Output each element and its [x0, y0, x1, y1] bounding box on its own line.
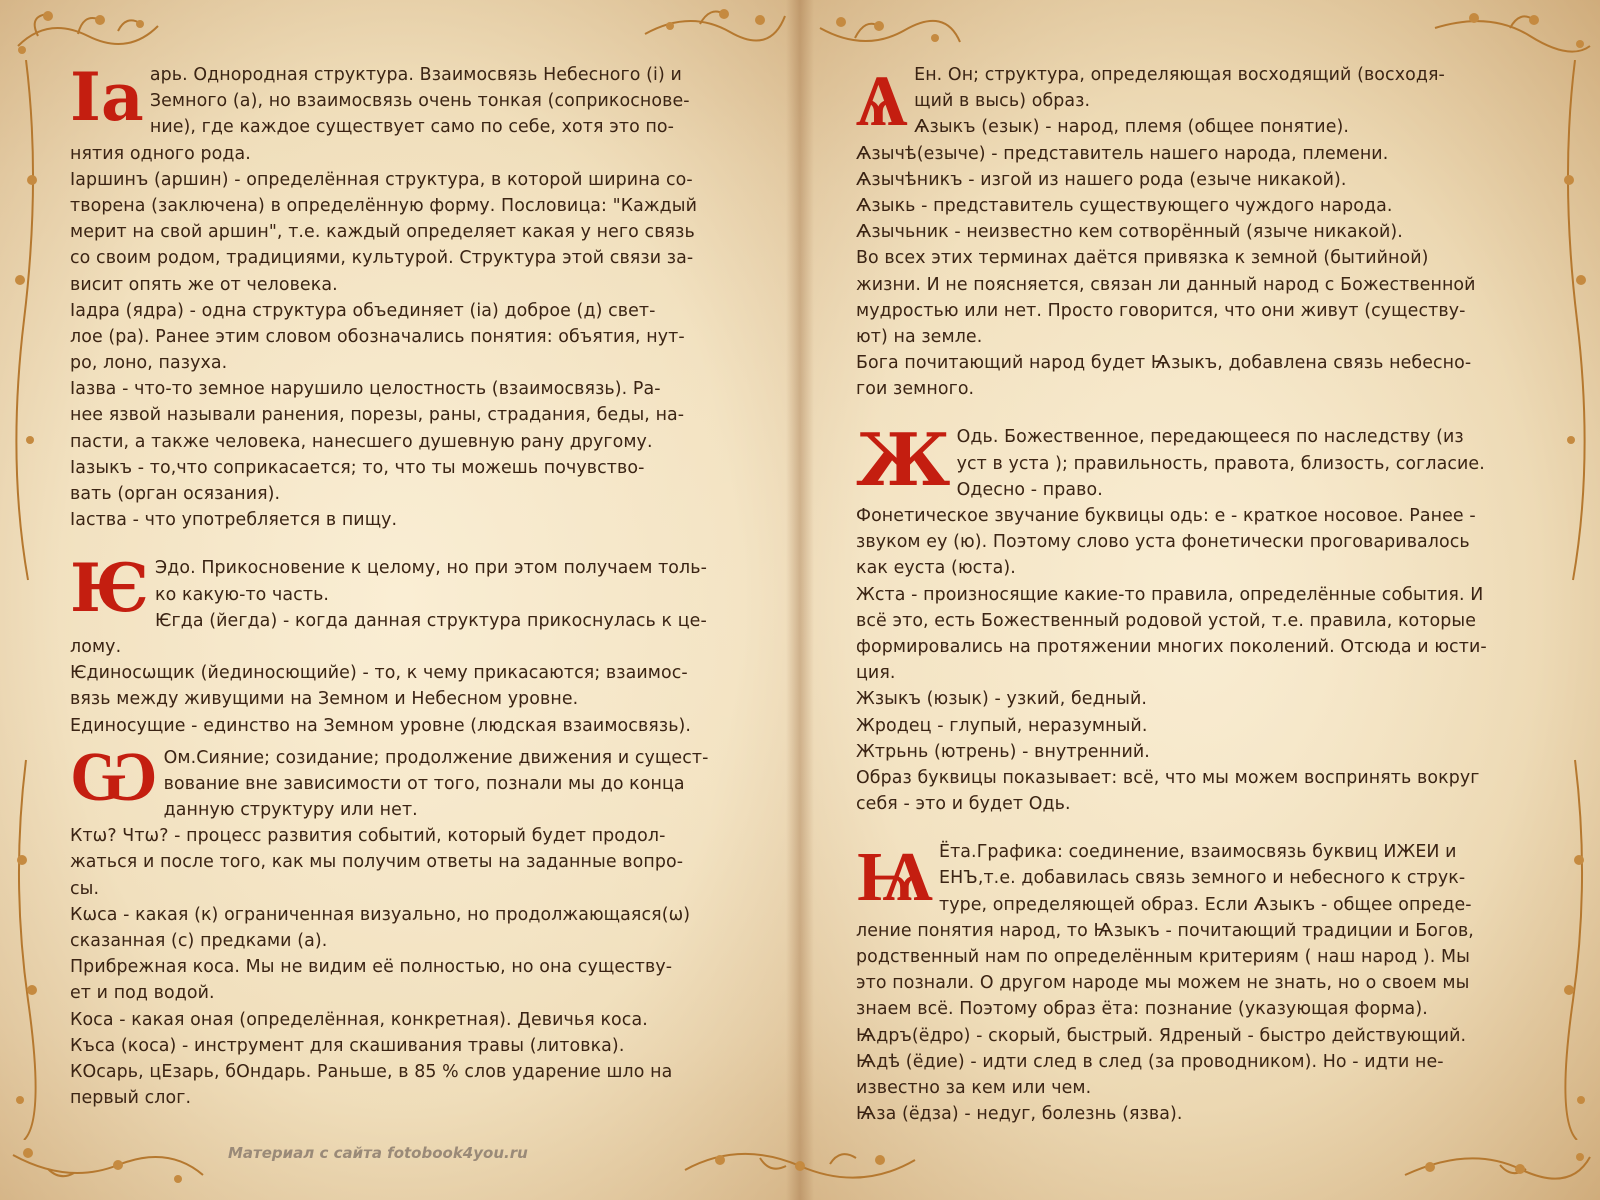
text-line: Прибрежная коса. Мы не видим её полностью, но она существу-	[70, 957, 673, 978]
text-line: Іазва - что-то земное нарушило целостность (взаимосвязь). Ра-	[70, 379, 661, 400]
text-line: Коса - какая оная (определённая, конкретная). Девичья коса.	[70, 1009, 648, 1030]
right-page	[856, 57, 1536, 1140]
floral-ornament-bottom-left-icon	[8, 1135, 208, 1195]
text-line: родственный нам по определённым критериям ( наш народ ). Мы	[856, 947, 1470, 967]
text-line: щий в высь) образ.	[914, 91, 1091, 112]
section-en	[856, 57, 1536, 402]
text-line: ние), где каждое существует само по себе, хотя это по-	[149, 117, 675, 138]
text-line: жизни. И не поясняется, связан ли данный народ с Божественной	[856, 274, 1476, 295]
text-line: Одь. Божественное, передающееся по наследству (из	[956, 427, 1464, 448]
text-line: Бога почитающий народ будет Ѩзыкъ, добавлена связь небесно-	[856, 353, 1472, 374]
floral-ornament-top-right-icon	[1430, 6, 1595, 66]
text-line: лое (ра). Ранее этим словом обозначались понятия: объятия, нут-	[70, 326, 685, 347]
section-od	[856, 417, 1536, 817]
drop-cap-ie: Ѥ	[70, 549, 149, 628]
text-line: Ѩза (ёдза) - недуг, болезнь (язва).	[856, 1104, 1183, 1125]
floral-ornament-top-center-left-icon	[640, 4, 790, 64]
section-ia	[70, 58, 750, 533]
text-line: мудростью или нет. Просто говорится, что они живут (существу-	[856, 300, 1466, 321]
text-line: ет и под водой.	[70, 983, 215, 1004]
text-line: висит опять же от человека.	[70, 274, 338, 295]
text-line: Единосущие - единство на Земном уровне (людская взаимосвязь).	[70, 715, 692, 736]
text-line: Ен. Он; структура, определяющая восходящий (восходя-	[914, 65, 1445, 85]
text-line: Іаршинъ (аршин) - определённая структура, в которой ширина со-	[70, 169, 693, 190]
book-gutter	[786, 0, 814, 1200]
floral-ornament-bottom-right-icon	[1400, 1135, 1595, 1195]
text-line: Во всех этих терминах даётся привязка к земной (бытийной)	[856, 248, 1429, 269]
text-line: уст в уста ); правильность, правота, близость, согласие.	[956, 453, 1485, 474]
text-line: Іадра (ядра) - одна структура объединяет (іа) доброе (д) свет-	[70, 300, 656, 321]
text-line: как еуста (юста).	[856, 558, 1016, 579]
text-line: первый слог.	[70, 1088, 192, 1109]
floral-ornament-left-border-icon	[6, 60, 46, 1140]
drop-cap-od: Ж	[856, 417, 951, 503]
text-line: Кѡса - какая (к) ограниченная визуально, но продолжающаяся(ѡ)	[70, 904, 691, 925]
text-line: Іаства - что употребляется в пищу.	[70, 510, 398, 531]
text-line: Одесно - право.	[956, 479, 1103, 500]
text-line: пасти, а также человека, нанесшего душевную рану другому.	[70, 431, 653, 452]
text-line: гои земного.	[856, 379, 975, 400]
text-line: Ѧзычѣникъ - изгой из нашего рода (езыче никакой).	[856, 169, 1347, 190]
text-line: Ктѡ? Чтѡ? - процесс развития событий, который будет продол-	[70, 826, 666, 847]
text-line: данную структуру или нет.	[163, 800, 418, 821]
text-line: Ом.Сияние; созидание; продолжение движения и сущест-	[163, 747, 709, 768]
section-ie	[70, 549, 750, 738]
text-line: арь. Однородная структура. Взаимосвязь Небесного (і) и	[149, 65, 682, 85]
text-line: Фонетическое звучание буквицы одь: е - краткое носовое. Ранее -	[856, 506, 1476, 526]
drop-cap-en: Ѧ	[856, 57, 909, 142]
text-line: Ѧзыкь - представитель существующего чуждого народа.	[856, 195, 1393, 216]
text-line: известно за кем или чем.	[856, 1077, 1092, 1098]
text-line: Ѩдѣ (ёдие) - идти след в след (за проводником). Но - идти не-	[856, 1051, 1444, 1072]
floral-ornament-top-left-icon	[8, 6, 168, 66]
text-line: Жтрьнь (ютрень) - внутренний.	[856, 741, 1150, 762]
text-line: Земного (а), но взаимосвязь очень тонкая (соприкоснове-	[149, 91, 690, 112]
watermark: Материал с сайта fotobook4you.ru	[228, 1144, 528, 1162]
text-line: Жродец - глупый, неразумный.	[856, 715, 1148, 736]
text-line: Ѩдръ(ёдро) - скорый, быстрый. Ядреный - быстро действующий.	[856, 1025, 1467, 1046]
drop-cap-om: Ѡ	[70, 733, 158, 817]
text-line: ЕНЪ,т.е. добавилась связь земного и небесного к струк-	[938, 868, 1466, 889]
text-line: нятия одного рода.	[70, 143, 251, 164]
text-line: Ѧзычьник - неизвестно кем сотворённый (языче никакой).	[856, 222, 1403, 243]
text-line: нее язвой называли ранения, порезы, раны, страдания, беды, на-	[70, 405, 685, 426]
text-line: Ёта.Графика: соединение, взаимосвязь буквиц ИЖЕИ и	[938, 842, 1457, 863]
text-line: Жзыкъ (юзык) - узкий, бедный.	[856, 689, 1148, 710]
drop-cap-ia: Iа	[70, 58, 144, 136]
text-line: Жста - произносящие какие-то правила, определённые события. И	[856, 584, 1484, 605]
text-line: себя - это и будет Одь.	[856, 794, 1071, 815]
text-line: ция.	[856, 663, 896, 684]
text-line: Ѧзычѣ(езыче) - представитель нашего народа, племени.	[856, 143, 1389, 164]
text-line: мерит на свой аршин", т.е. каждый определяет какая у него связь	[70, 222, 695, 243]
left-page	[70, 58, 750, 1140]
text-line: формировались на протяжении многих поколений. Отсюда и юсти-	[856, 636, 1487, 657]
text-line: жаться и после того, как мы получим ответы на заданные вопро-	[70, 852, 684, 873]
text-line: Эдо. Прикосновение к целому, но при этом получаем толь-	[155, 558, 707, 579]
text-line: со своим родом, традициями, культурой. Структура этой связи за-	[70, 248, 694, 269]
text-line: знаем всё. Поэтому образ ёта: познание (указующая форма).	[856, 999, 1428, 1020]
text-line: ют) на земле.	[856, 326, 983, 347]
text-line: ление понятия народ, то Ѩзыкъ - почитающий традиции и Богов,	[856, 920, 1474, 941]
text-line: лому.	[70, 636, 122, 657]
floral-ornament-right-border-icon	[1555, 60, 1595, 1140]
text-line: Ѥдиносѡщик (йединосющийе) - то, к чему прикасаются; взаимос-	[70, 663, 688, 684]
text-line: Ѥгда (йегда) - когда данная структура прикоснулась к це-	[155, 610, 707, 631]
text-line: звуком еу (ю). Поэтому слово уста фонетически проговаривалось	[856, 532, 1470, 553]
text-line: творена (заключена) в определённую форму. Пословица: "Каждый	[70, 195, 698, 216]
text-line: сы.	[70, 878, 100, 899]
text-line: Ѧзыкъ (езык) - народ, племя (общее понятие).	[914, 117, 1350, 138]
text-line: вать (орган осязания).	[70, 484, 281, 504]
drop-cap-eta: Ѩ	[856, 834, 933, 918]
text-line: ро, лоно, пазуха.	[70, 353, 228, 374]
section-eta	[856, 834, 1536, 1127]
text-line: Іазыкъ - то,что соприкасается; то, что ты можешь почувство-	[70, 457, 645, 478]
text-line: Къса (коса) - инструмент для скашивания травы (литовка).	[70, 1035, 625, 1056]
text-line: Образ буквицы показывает: всё, что мы можем воспринять вокруг	[856, 767, 1480, 788]
text-line: вование вне зависимости от того, познали мы до конца	[163, 773, 685, 794]
text-line: вязь между живущими на Земном и Небесном уровне.	[70, 689, 579, 710]
text-line: КОсарь, цЕзарь, бОндарь. Раньше, в 85 % слов ударение шло на	[70, 1061, 673, 1082]
text-line: ко какую-то часть.	[155, 584, 330, 605]
text-line: туре, определяющей образ. Если Ѧзыкъ - общее опреде-	[938, 894, 1472, 915]
section-om	[70, 733, 750, 1112]
text-line: сказанная (с) предками (а).	[70, 931, 328, 951]
text-line: это познали. О другом народе мы можем не знать, но о своем мы	[856, 973, 1470, 994]
text-line: всё это, есть Божественный родовой устой, т.е. правила, которые	[856, 610, 1477, 631]
